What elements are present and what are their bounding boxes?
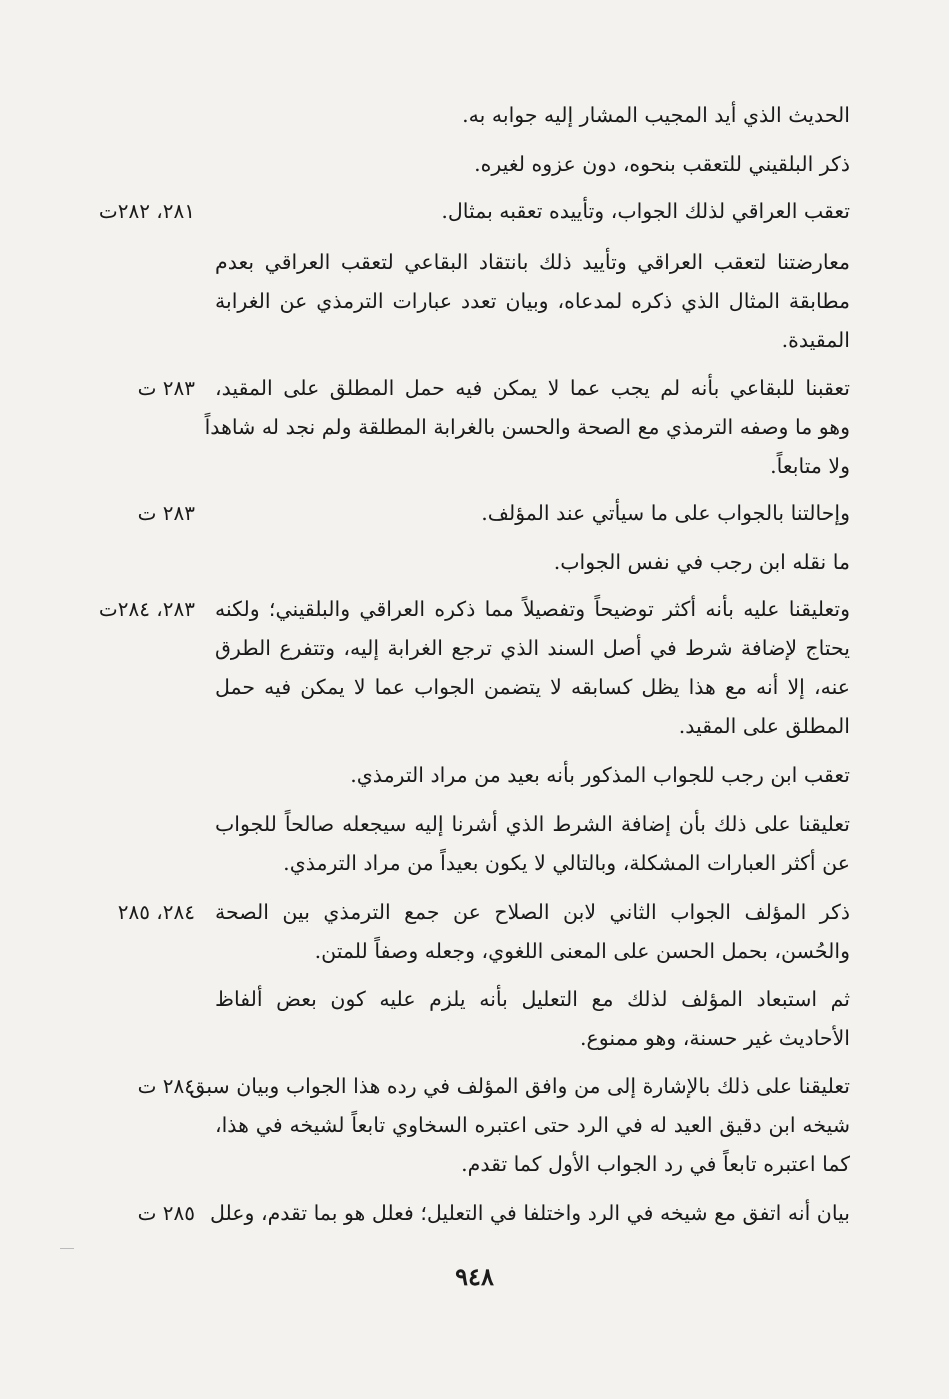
entry-line: عنه، إلا أنه مع هذا يظل كسابقه لا يتضمن الجواب عما لا يمكن فيه حمل <box>215 675 850 699</box>
page-reference: ٢٨٤ ت <box>137 1074 195 1098</box>
entry-line: يحتاج لإضافة شرط في أصل السند الذي ترجع الغرابة إليه، وتتفرع الطرق <box>215 636 850 660</box>
page-reference: ٢٨٣، ٢٨٤ت <box>98 597 195 621</box>
page-number: ٩٤٨ <box>455 1262 494 1291</box>
page-reference: ٢٨٥ ت <box>137 1201 195 1225</box>
entry-line: الحديث الذي أيد المجيب المشار إليه جوابه به. <box>462 103 850 127</box>
entry-paragraph <box>215 893 850 971</box>
entry-paragraph <box>215 145 850 184</box>
entry-line: عن أكثر العبارات المشكلة، وبالتالي لا يكون بعيداً من مراد الترمذي. <box>283 851 850 875</box>
entry-line: كما اعتبره تابعاً في رد الجواب الأول كما تقدم. <box>461 1152 850 1176</box>
entry-line: المقيدة. <box>781 328 850 352</box>
entry-paragraph <box>215 494 850 533</box>
entry-line: المطلق على المقيد. <box>678 714 850 738</box>
entry-line: ولا متابعاً. <box>770 454 850 478</box>
entry-line: بيان أنه اتفق مع شيخه في الرد واختلفا في التعليل؛ فعلل هو بما تقدم، وعلل <box>210 1201 850 1225</box>
entry-line: ثم استبعاد المؤلف لذلك مع التعليل بأنه يلزم عليه كون بعض ألفاظ <box>215 987 850 1011</box>
entry-paragraph <box>215 590 850 746</box>
entry-line: الأحاديث غير حسنة، وهو ممنوع. <box>580 1026 850 1050</box>
entry-line: ما نقله ابن رجب في نفس الجواب. <box>553 550 850 574</box>
entry-paragraph <box>189 1067 850 1184</box>
entry-paragraph <box>215 192 850 231</box>
entry-line: ذكر المؤلف الجواب الثاني لابن الصلاح عن جمع الترمذي بين الصحة <box>215 900 850 924</box>
entry-line: وتعليقنا عليه بأنه أكثر توضيحاً وتفصيلاً مما ذكره العراقي والبلقيني؛ ولكنه <box>215 597 850 621</box>
scan-edge-mark <box>60 1248 74 1249</box>
entry-paragraph <box>215 243 850 360</box>
entry-line: مطابقة المثال الذي ذكره لمدعاه، وبيان تعدد عبارات الترمذي عن الغرابة <box>215 289 850 313</box>
entry-line: وإحالتنا بالجواب على ما سيأتي عند المؤلف. <box>481 501 850 525</box>
entry-line: تعقبنا للبقاعي بأنه لم يجب عما لا يمكن فيه حمل المطلق على المقيد، <box>215 376 850 400</box>
entry-paragraph <box>210 1194 850 1233</box>
page-reference: ٢٨١، ٢٨٢ت <box>98 199 195 223</box>
entry-paragraph <box>204 369 850 486</box>
entry-line: ذكر البلقيني للتعقب بنحوه، دون عزوه لغيره. <box>474 152 850 176</box>
page-reference: ٢٨٣ ت <box>137 501 195 525</box>
entry-paragraph <box>215 543 850 582</box>
entry-paragraph <box>215 96 850 135</box>
entry-line: تعقب ابن رجب للجواب المذكور بأنه بعيد من مراد الترمذي. <box>350 763 850 787</box>
entry-line: والحُسن، بحمل الحسن على المعنى اللغوي، وجعله وصفاً للمتن. <box>314 939 850 963</box>
entry-paragraph <box>215 756 850 795</box>
entry-line: معارضتنا لتعقب العراقي وتأييد ذلك بانتقاد البقاعي لتعقب العراقي بعدم <box>215 250 850 274</box>
entry-line: تعليقنا على ذلك بأن إضافة الشرط الذي أشرنا إليه سيجعله صالحاً للجواب <box>215 812 850 836</box>
entry-paragraph <box>215 980 850 1058</box>
entry-line: شيخه ابن دقيق العيد له في الرد حتى اعتبره السخاوي تابعاً لشيخه في هذا، <box>215 1113 850 1137</box>
entry-line: تعليقنا على ذلك بالإشارة إلى من وافق المؤلف في رده هذا الجواب وبيان سبق <box>189 1074 850 1098</box>
entry-line: وهو ما وصفه الترمذي مع الصحة والحسن بالغرابة المطلقة ولم نجد له شاهداً <box>204 415 850 439</box>
page-reference: ٢٨٤، ٢٨٥ <box>117 900 195 924</box>
page-reference: ٢٨٣ ت <box>137 376 195 400</box>
entry-line: تعقب العراقي لذلك الجواب، وتأييده تعقبه بمثال. <box>441 199 850 223</box>
entry-paragraph <box>215 805 850 883</box>
